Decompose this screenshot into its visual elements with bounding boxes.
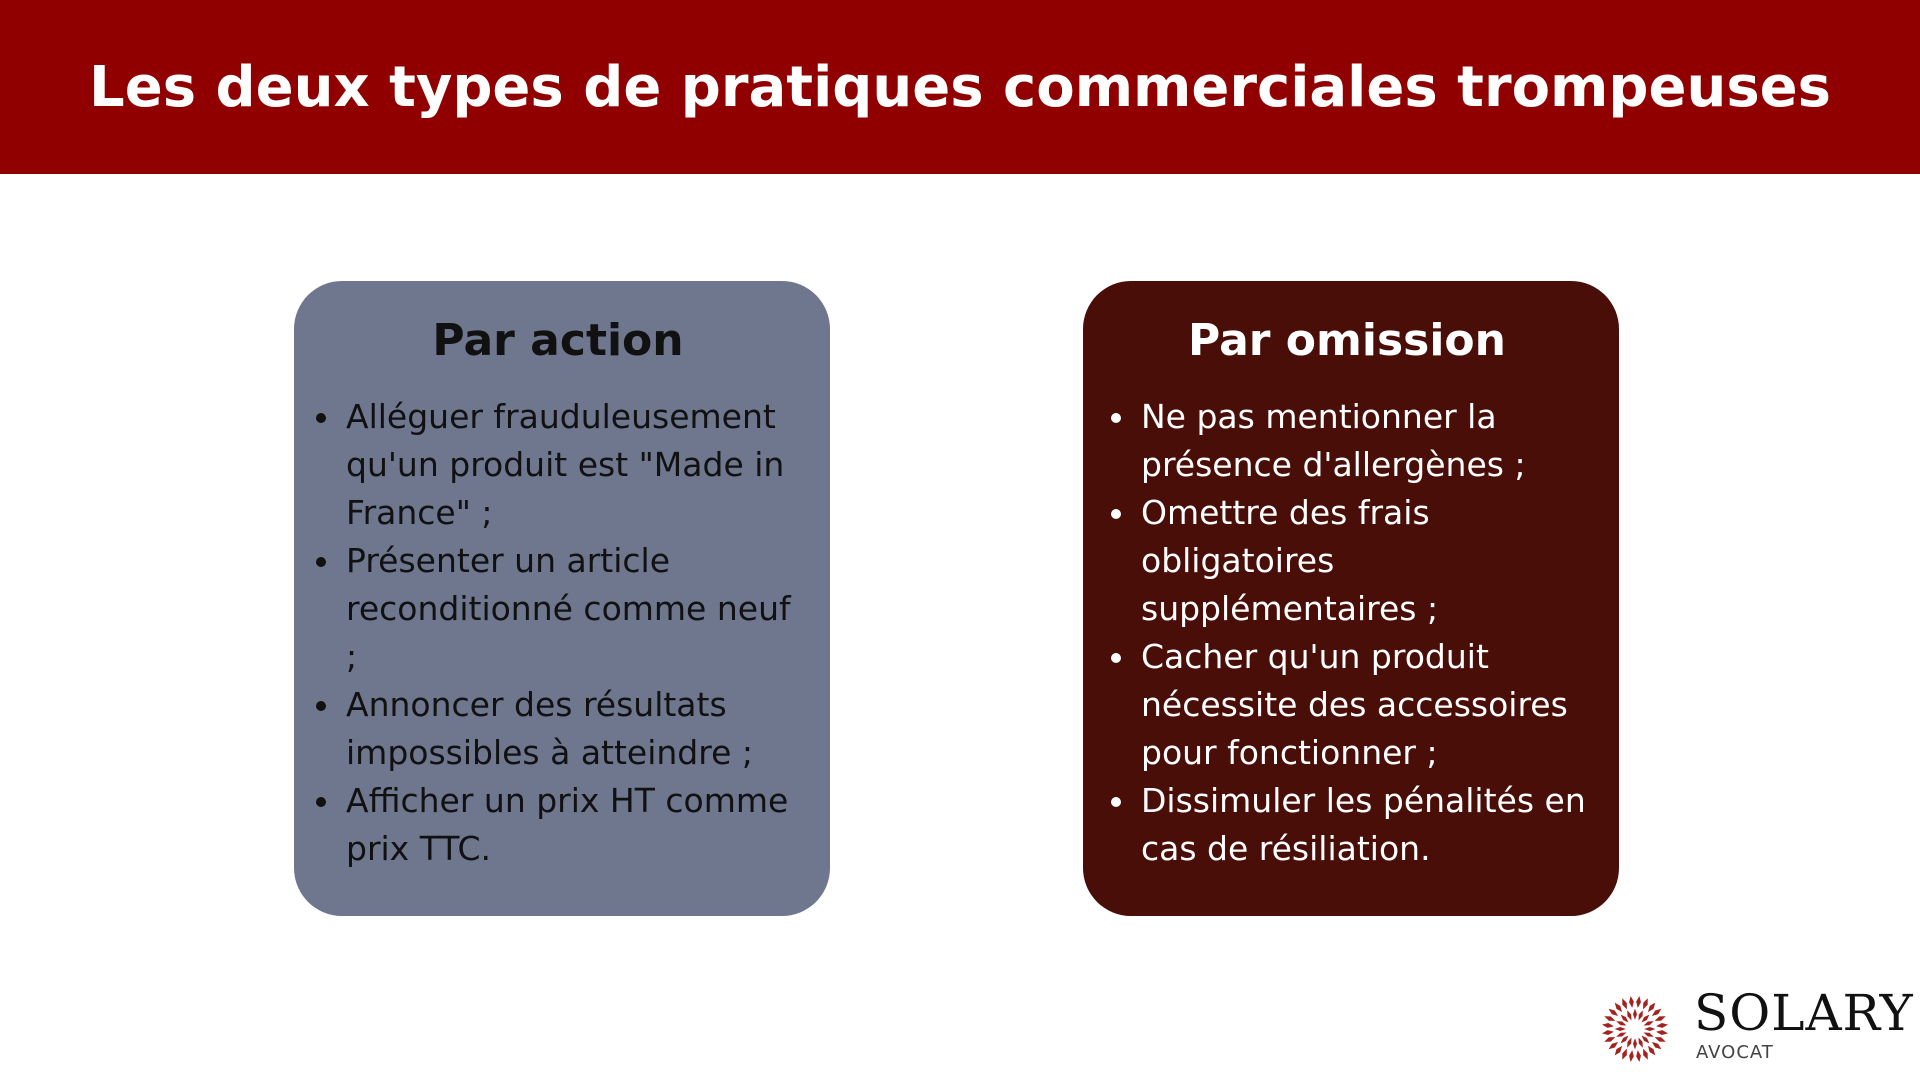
sunburst-ray [1656, 1023, 1668, 1028]
list-item: Dissimuler les pénalités en cas de résiliation. [1099, 777, 1601, 873]
sunburst-ray [1655, 1037, 1666, 1042]
sunburst-ray [1616, 1021, 1626, 1025]
sunburst-ray [1602, 1023, 1614, 1028]
list-item: Alléguer frauduleusement qu'un produit est "Made in France" ; [304, 393, 812, 537]
sunburst-ray [1616, 1033, 1626, 1037]
sunburst-icon [1598, 992, 1672, 1066]
sunburst-ray [1627, 1038, 1631, 1048]
sunburst-ray [1648, 1003, 1655, 1013]
sunburst-ray [1609, 1009, 1619, 1016]
sunburst-ray [1602, 1030, 1614, 1035]
sunburst-ray [1604, 1037, 1615, 1042]
bullet-icon [316, 557, 326, 567]
sunburst-ray [1627, 1010, 1631, 1020]
sunburst-ray [1636, 1050, 1641, 1062]
sunburst-ray [1655, 1016, 1666, 1021]
sunburst-ray [1609, 1042, 1619, 1049]
sunburst-ray [1636, 996, 1641, 1008]
card-title: Par action [432, 315, 684, 366]
logo-name: SOLARY [1694, 984, 1914, 1042]
bullet-icon [1111, 797, 1121, 807]
sunburst-ray [1643, 1049, 1648, 1060]
sunburst-ray [1621, 1015, 1629, 1023]
solary-logo [1598, 984, 1914, 1068]
sunburst-ray [1615, 1027, 1626, 1031]
sunburst-ray [1639, 1038, 1643, 1048]
sunburst-ray [1633, 1009, 1637, 1020]
list-item: Annoncer des résultats impossibles à atteindre ; [304, 681, 812, 777]
sunburst-ray [1644, 1021, 1654, 1025]
bullet-icon [316, 797, 326, 807]
sunburst-ray [1639, 1010, 1643, 1020]
sunburst-ray [1642, 1036, 1650, 1044]
card-par-action [294, 281, 830, 916]
list-item: Omettre des frais obligatoires supplémentaires ; [1099, 489, 1601, 633]
sunburst-ray [1622, 998, 1627, 1009]
sunburst-ray [1629, 996, 1634, 1008]
bullet-icon [1111, 413, 1121, 423]
list-item: Présenter un article reconditionné comme neuf ; [304, 537, 812, 681]
card-par-omission [1083, 281, 1619, 916]
list-item: Afficher un prix HT comme prix TTC. [304, 777, 812, 873]
sunburst-ray [1652, 1009, 1662, 1016]
sunburst-ray [1629, 1050, 1634, 1062]
bullet-list [1093, 393, 1601, 873]
sunburst-ray [1622, 1049, 1627, 1060]
sunburst-ray [1642, 1015, 1650, 1023]
sunburst-ray [1648, 1046, 1655, 1056]
sunburst-ray [1644, 1033, 1654, 1037]
list-item: Ne pas mentionner la présence d'allergènes ; [1099, 393, 1601, 489]
card-title: Par omission [1188, 315, 1506, 366]
sunburst-ray [1656, 1030, 1668, 1035]
header-banner [0, 0, 1920, 174]
logo-subtitle: AVOCAT [1696, 1042, 1774, 1063]
list-item: Cacher qu'un produit nécessite des accessoires pour fonctionner ; [1099, 633, 1601, 777]
bullet-icon [316, 413, 326, 423]
sunburst-ray [1621, 1036, 1629, 1044]
bullet-icon [1111, 509, 1121, 519]
sunburst-ray [1643, 998, 1648, 1009]
sunburst-ray [1633, 1038, 1637, 1049]
sunburst-ray [1615, 1003, 1622, 1013]
sunburst-ray [1615, 1046, 1622, 1056]
bullet-icon [1111, 653, 1121, 663]
sunburst-ray [1604, 1016, 1615, 1021]
page-title: Les deux types de pratiques commerciales trompeuses [89, 54, 1831, 120]
sunburst-ray [1652, 1042, 1662, 1049]
sunburst-ray [1644, 1027, 1655, 1031]
bullet-list [304, 393, 812, 873]
bullet-icon [316, 701, 326, 711]
